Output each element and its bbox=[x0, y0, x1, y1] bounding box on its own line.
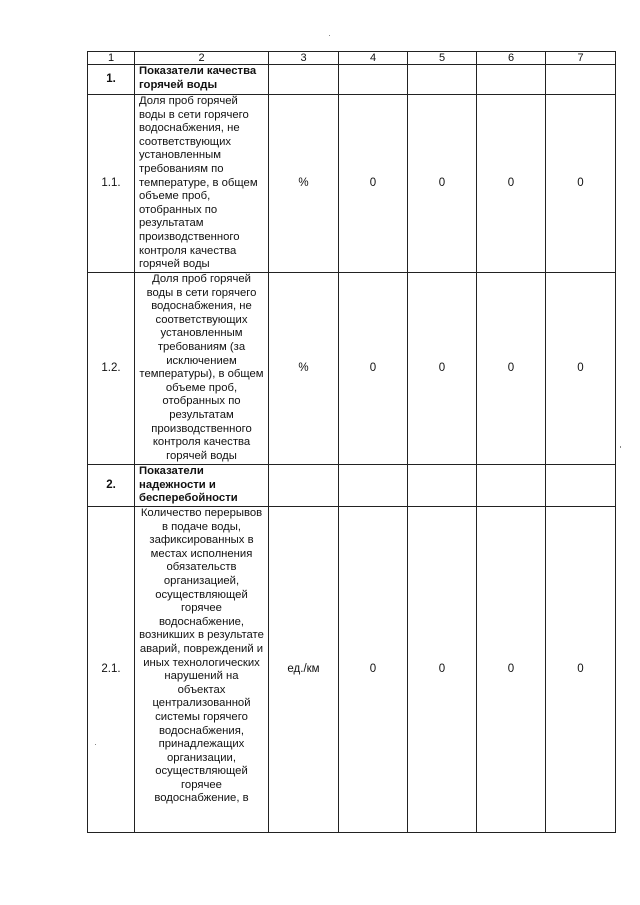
column-number-7: 7 bbox=[546, 52, 616, 65]
indicator-description: Доля проб горячей воды в сети горячего водоснабжения, не соответствующих установленным требованиям по температуре, в общем объеме проб, отобранных по результатам производственного контроля качества горячей воды bbox=[135, 95, 269, 273]
value-cell: 0 bbox=[408, 95, 477, 273]
section-title: Показатели надежности и бесперебойности bbox=[135, 465, 269, 507]
value-cell bbox=[546, 465, 616, 507]
table-row bbox=[88, 65, 616, 95]
value-cell bbox=[408, 465, 477, 507]
column-number-4: 4 bbox=[339, 52, 408, 65]
unit-cell bbox=[269, 65, 339, 95]
value-cell bbox=[339, 465, 408, 507]
value-cell: 0 bbox=[546, 507, 616, 833]
column-number-6: 6 bbox=[477, 52, 546, 65]
value-cell: 0 bbox=[408, 273, 477, 465]
value-cell: 0 bbox=[477, 95, 546, 273]
value-cell bbox=[477, 65, 546, 95]
value-cell bbox=[339, 65, 408, 95]
column-number-3: 3 bbox=[269, 52, 339, 65]
scan-speck bbox=[95, 744, 96, 745]
indicators-table bbox=[87, 51, 616, 833]
row-number: 1.1. bbox=[88, 95, 135, 273]
row-number: 1. bbox=[88, 65, 135, 95]
value-cell bbox=[477, 465, 546, 507]
indicator-description: Доля проб горячей воды в сети горячего водоснабжения, не соответствующих установленным требованиям (за исключением температуры), в общем объеме проб, отобранных по результатам производственного контроля качества горячей воды bbox=[135, 273, 269, 465]
table-row bbox=[88, 465, 616, 507]
row-number: 2.1. bbox=[88, 507, 135, 833]
row-number: 1.2. bbox=[88, 273, 135, 465]
header-row bbox=[88, 52, 616, 65]
unit-cell bbox=[269, 465, 339, 507]
column-number-2: 2 bbox=[135, 52, 269, 65]
value-cell: 0 bbox=[546, 273, 616, 465]
value-cell bbox=[546, 65, 616, 95]
value-cell: 0 bbox=[339, 273, 408, 465]
section-title: Показатели качества горячей воды bbox=[135, 65, 269, 95]
value-cell bbox=[408, 65, 477, 95]
unit-cell: % bbox=[269, 95, 339, 273]
unit-cell: ед./км bbox=[269, 507, 339, 833]
value-cell: 0 bbox=[477, 273, 546, 465]
column-number-1: 1 bbox=[88, 52, 135, 65]
table-row bbox=[88, 507, 616, 833]
scan-speck bbox=[329, 35, 330, 36]
row-number: 2. bbox=[88, 465, 135, 507]
value-cell: 0 bbox=[408, 507, 477, 833]
value-cell: 0 bbox=[339, 507, 408, 833]
value-cell: 0 bbox=[477, 507, 546, 833]
table-row bbox=[88, 273, 616, 465]
indicator-description: Количество перерывов в подаче воды, зафиксированных в местах исполнения обязательств организацией, осуществляющей горячее водоснабжение, возникших в результате аварий, повреждений и иных технологических нарушений на объектах централизованной системы горячего водоснабжения, принадлежащих организации, осуществляющей горячее водоснабжение, в bbox=[135, 507, 269, 833]
value-cell: 0 bbox=[339, 95, 408, 273]
column-number-5: 5 bbox=[408, 52, 477, 65]
table-row bbox=[88, 95, 616, 273]
value-cell: 0 bbox=[546, 95, 616, 273]
unit-cell: % bbox=[269, 273, 339, 465]
scan-speck bbox=[620, 446, 621, 448]
